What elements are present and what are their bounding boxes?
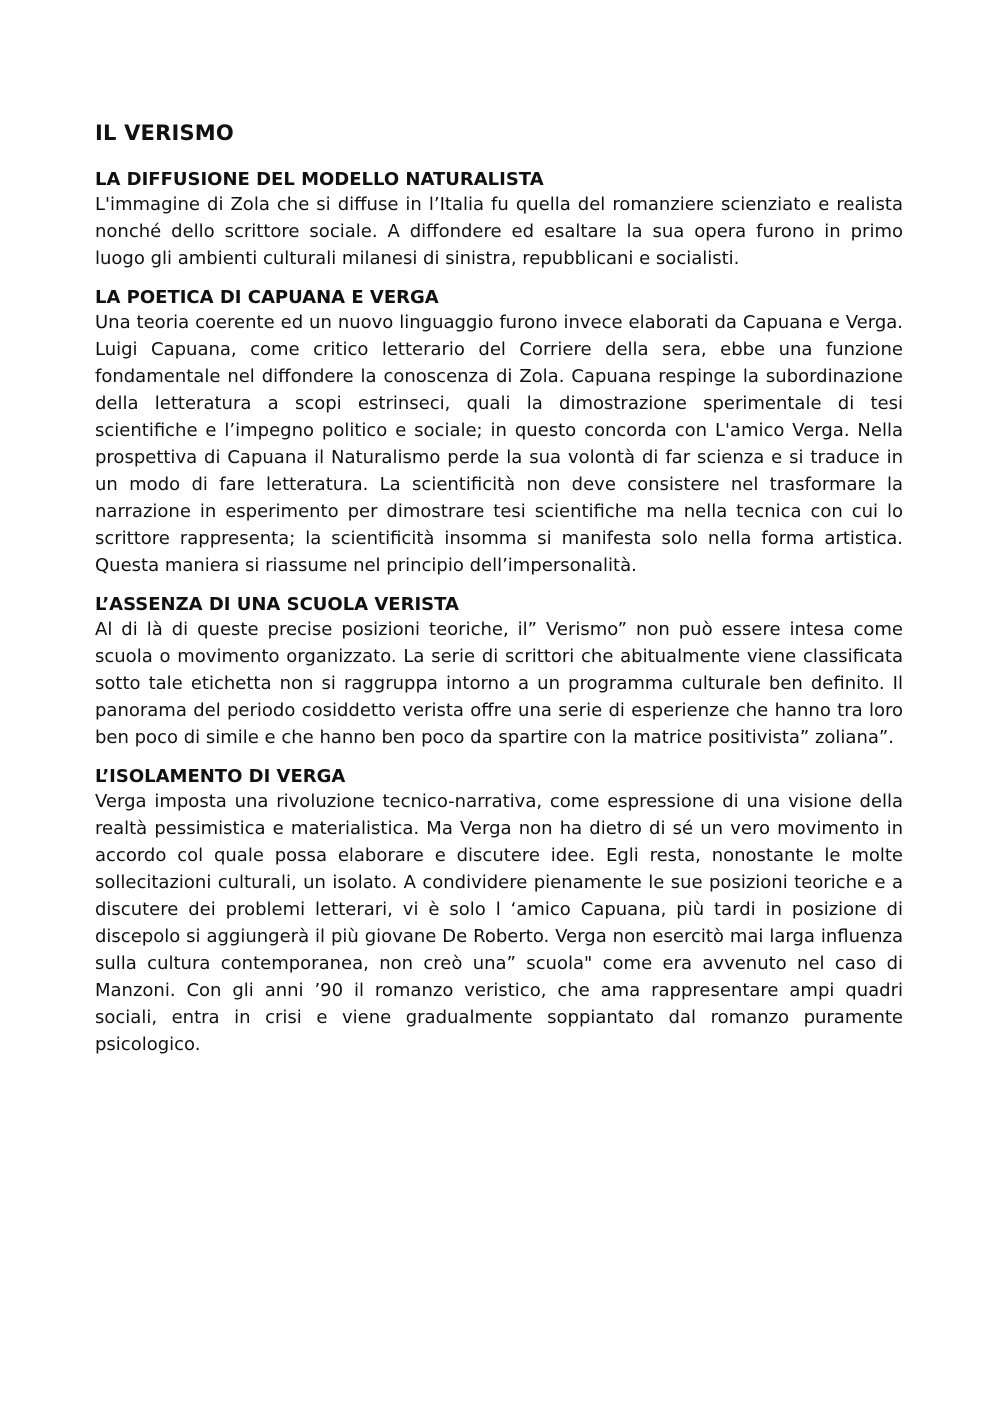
section-body: Verga imposta una rivoluzione tecnico-narrativa, come espressione di una visione della realtà pessimistica e materialistica. Ma Verga non ha dietro di sé un vero movimento in accordo col quale possa elaborare e discutere idee. Egli resta, nonostante le molte sollecitazioni culturali, un isolato. A condividere pienamente le sue posizioni teoriche e a discutere dei problemi letterari, vi è solo l ‘amico Capuana, più tardi in posizione di discepolo si aggiungerà il più giovane De Roberto. Verga non esercitò mai larga influenza sulla cultura contemporanea, non creò una” scuola" come era avvenuto nel caso di Manzoni. Con gli anni ’90 il romanzo veristico, che ama rappresentare ampi quadri sociali, entra in crisi e viene gradualmente soppiantato dal romanzo puramente psicologico. [95, 791, 903, 1055]
document-page [95, 118, 903, 1072]
section-poetica [95, 286, 903, 579]
section-body: Una teoria coerente ed un nuovo linguaggio furono invece elaborati da Capuana e Verga. Luigi Capuana, come critico letterario del Corriere della sera, ebbe una funzione fondamentale nel diffondere la conoscenza di Zola. Capuana respinge la subordinazione della letteratura a scopi estrinseci, quali la dimostrazione sperimentale di tesi scientifiche e l’impegno politico e sociale; in questo concorda con L'amico Verga. Nella prospettiva di Capuana il Naturalismo perde la sua volontà di far scienza e si traduce in un modo di fare letteratura. La scientificità non deve consistere nel trasformare la narrazione in esperimento per dimostrare tesi scientifiche ma nella tecnica con cui lo scrittore rappresenta; la scientificità insomma si manifesta solo nella forma artistica. Questa maniera si riassume nel principio dell’impersonalità. [95, 312, 903, 576]
section-diffusione [95, 168, 903, 272]
section-isolamento [95, 765, 903, 1058]
section-heading: LA POETICA DI CAPUANA E VERGA [95, 287, 439, 308]
section-body: L'immagine di Zola che si diffuse in l’Italia fu quella del romanziere scienziato e realista nonché dello scrittore sociale. A diffondere ed esaltare la sua opera furono in primo luogo gli ambienti culturali milanesi di sinistra, repubblicani e socialisti. [95, 194, 903, 269]
section-heading: LA DIFFUSIONE DEL MODELLO NATURALISTA [95, 169, 544, 190]
section-heading: L’ASSENZA DI UNA SCUOLA VERISTA [95, 594, 459, 615]
section-assenza-scuola [95, 593, 903, 751]
document-title: IL VERISMO [95, 121, 234, 145]
section-body: Al di là di queste precise posizioni teoriche, il” Verismo” non può essere intesa come scuola o movimento organizzato. La serie di scrittori che abitualmente viene classificata sotto tale etichetta non si raggruppa intorno a un programma culturale ben definito. Il panorama del periodo cosiddetto verista offre una serie di esperienze che hanno tra loro ben poco di simile e che hanno ben poco da spartire con la matrice positivista” zoliana”. [95, 619, 903, 748]
section-heading: L’ISOLAMENTO DI VERGA [95, 766, 346, 787]
